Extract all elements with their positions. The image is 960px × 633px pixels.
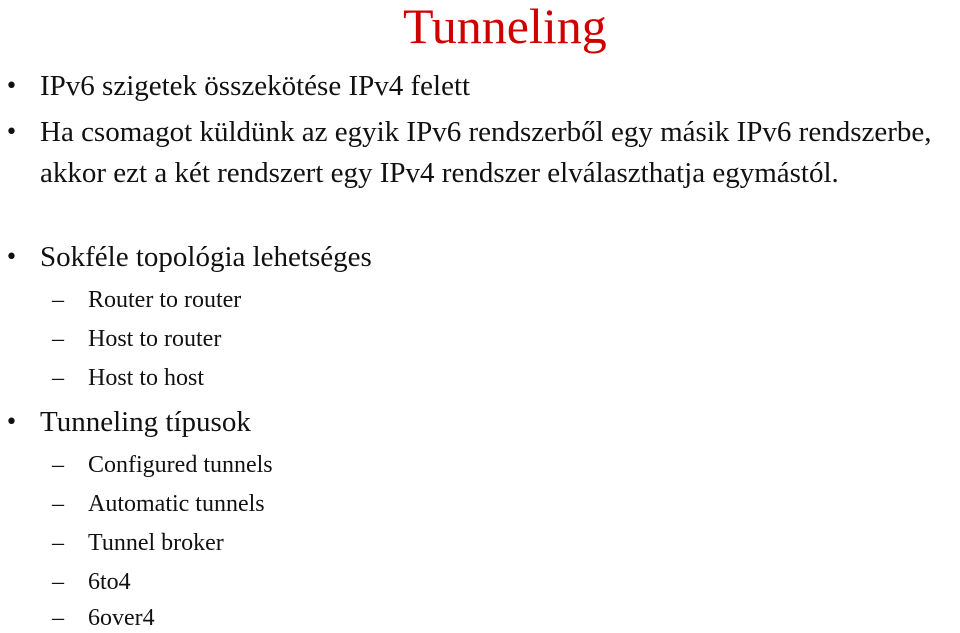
sub-text: 6over4 [88,605,155,631]
sub-text: Configured tunnels [88,452,273,478]
sub-marker: – [52,569,64,595]
sub-text: Automatic tunnels [88,491,265,517]
sub-item [52,567,948,597]
bullet-item [5,402,955,443]
sub-marker: – [52,452,64,478]
sub-marker: – [52,287,64,313]
bullet-text: IPv6 szigetek összekötése IPv4 felett [40,70,471,102]
bullet-text: Sokféle topológia lehetséges [40,241,372,273]
sub-text: Host to host [88,365,205,391]
sub-item [52,363,948,393]
sub-marker: – [52,491,64,517]
sub-marker: – [52,365,64,391]
sub-marker: – [52,605,64,631]
sub-text: Router to router [88,287,242,313]
sub-item [52,528,948,558]
bullet-text: Tunneling típusok [40,406,251,438]
bullet-marker: • [5,120,18,145]
sub-item [52,285,948,315]
sub-text: Tunnel broker [88,530,224,556]
bullet-item [5,112,955,194]
bullet-text: Ha csomagot küldünk az egyik IPv6 rendszerből egy másik IPv6 rendszerbe, akkor ezt a két rendszert egy IPv4 rendszer elválaszthatja egymástól. [40,116,932,189]
bullet-item [5,66,955,107]
bullet-marker: • [5,245,18,270]
sub-item [52,450,948,480]
bullet-marker: • [5,410,18,435]
bullet-item [5,237,955,278]
bullet-marker: • [5,74,18,99]
slide-title: Tunneling [403,0,607,54]
sub-item [52,324,948,354]
sub-text: 6to4 [88,569,131,595]
sub-item [52,489,948,519]
sub-marker: – [52,326,64,352]
sub-marker: – [52,530,64,556]
sub-text: Host to router [88,326,222,352]
sub-item [52,603,948,633]
